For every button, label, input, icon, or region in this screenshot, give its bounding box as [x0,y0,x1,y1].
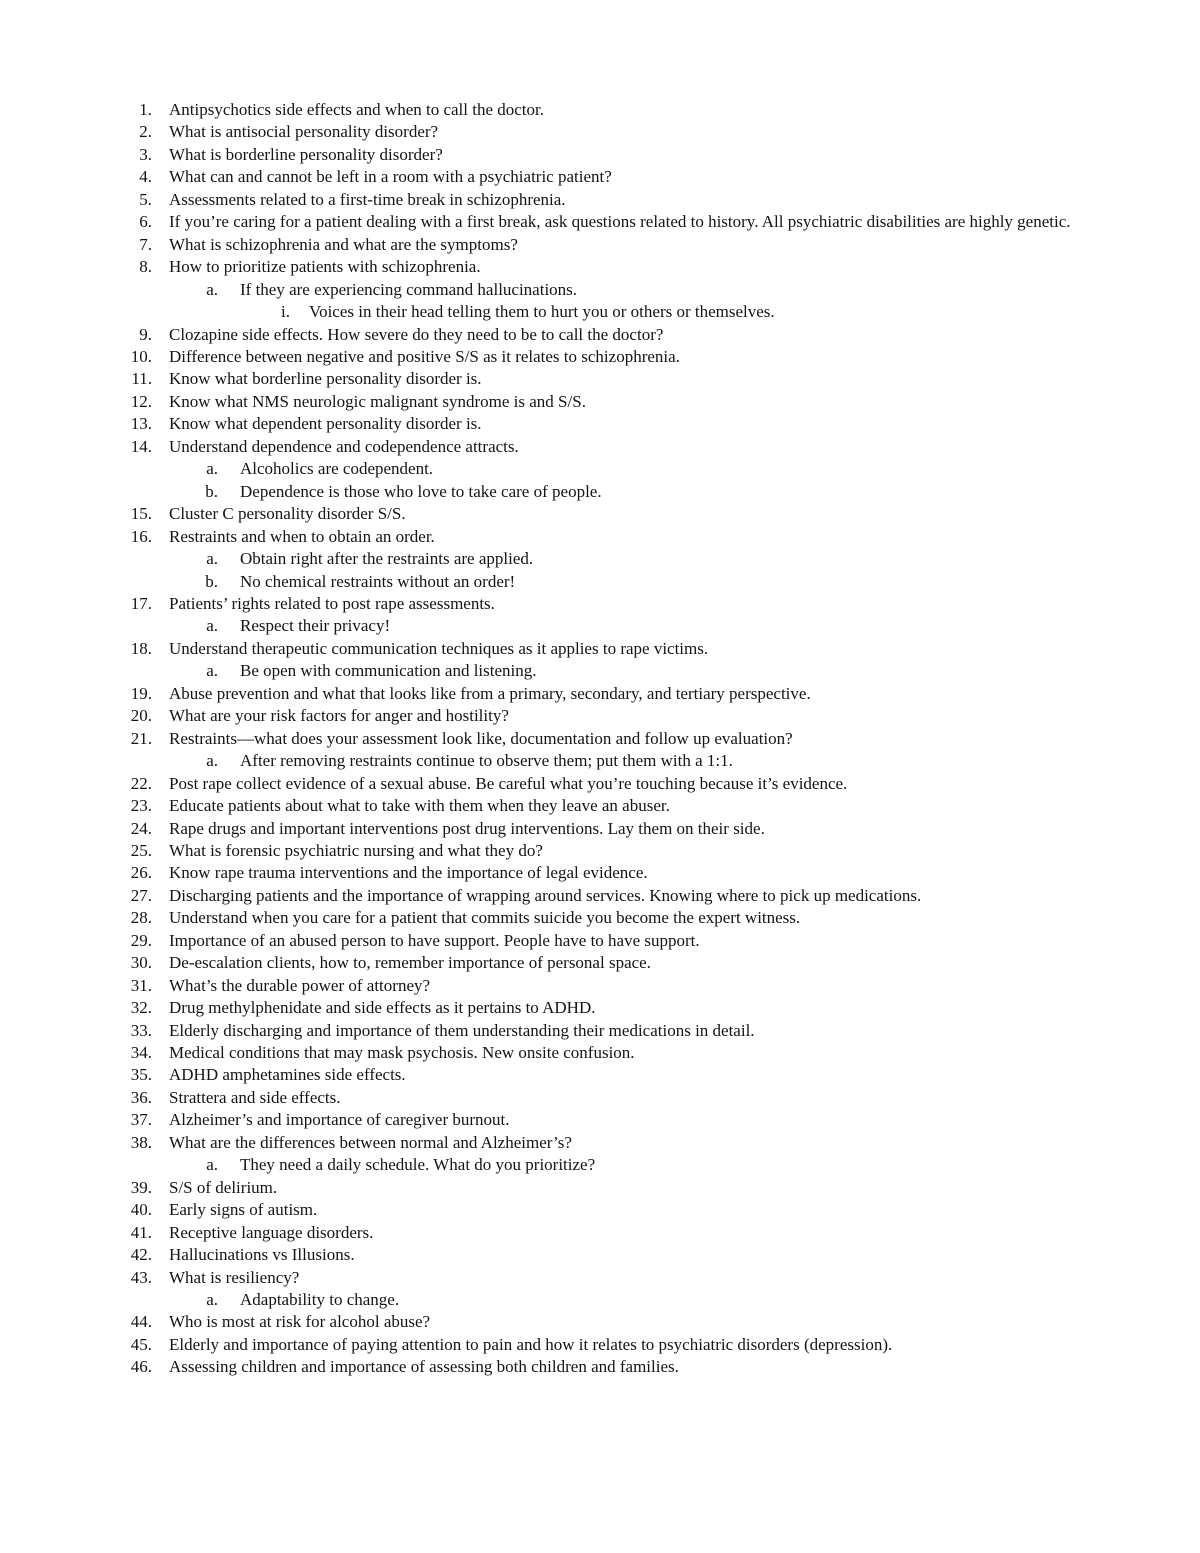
list-item [0,1109,1200,1131]
list-item [0,1199,1200,1221]
list-item-text: Strattera and side effects. [169,1087,341,1107]
list-marker: 17. [130,593,152,613]
list-item [0,234,1200,256]
list-item [0,818,1200,840]
list-marker: 27. [130,885,152,905]
list-item [0,211,1200,233]
list-item-text: What are your risk factors for anger and hostility? [169,706,509,726]
list-marker: 38. [130,1132,152,1152]
list-marker: 45. [130,1334,152,1354]
list-item [0,1244,1200,1266]
list-marker: 24. [130,818,152,838]
list-item [0,593,1200,615]
list-item [0,683,1200,705]
list-item-text: What is resiliency? [169,1267,300,1287]
list-item-text: Cluster C personality disorder S/S. [169,504,406,524]
list-marker: 43. [130,1267,152,1287]
list-item-text: What is forensic psychiatric nursing and what they do? [169,840,543,860]
list-item-text: Understand therapeutic communication techniques as it applies to rape victims. [169,638,709,658]
list-marker: 46. [130,1357,152,1377]
list-item [0,1356,1200,1378]
list-item-text: Abuse prevention and what that looks like from a primary, secondary, and tertiary perspective. [169,683,811,703]
list-item [0,975,1200,997]
list-item-text: What is schizophrenia and what are the symptoms? [169,234,518,254]
list-item-text: Medical conditions that may mask psychosis. New onsite confusion. [169,1043,635,1063]
list-marker: 32. [130,998,152,1018]
list-item-text: Know rape trauma interventions and the importance of legal evidence. [169,863,648,883]
list-marker: 34. [130,1043,152,1063]
list-marker: a. [206,661,218,681]
list-item-text: Elderly discharging and importance of them understanding their medications in detail. [169,1020,755,1040]
list-item-text: Know what NMS neurologic malignant syndrome is and S/S. [169,391,586,411]
list-marker: 10. [130,346,152,366]
sub-list-item [0,481,1200,503]
list-marker: 44. [130,1312,152,1332]
list-item-text: Assessing children and importance of assessing both children and families. [169,1357,679,1377]
list-marker: a. [206,1155,218,1175]
list-item [0,503,1200,525]
list-item [0,907,1200,929]
sub-list-item [0,660,1200,682]
list-item [0,773,1200,795]
list-item-text: Alcoholics are codependent. [240,459,434,479]
list-item [0,952,1200,974]
list-item [0,1087,1200,1109]
list-marker: 39. [130,1177,152,1197]
list-marker: a. [206,549,218,569]
list-item [0,413,1200,435]
list-marker: 7. [139,234,152,254]
sub-list-item [0,615,1200,637]
list-item [0,189,1200,211]
list-item [0,256,1200,278]
list-item-text: They need a daily schedule. What do you prioritize? [240,1155,596,1175]
list-marker: 33. [130,1020,152,1040]
list-marker: i. [281,302,290,322]
list-marker: b. [205,571,218,591]
list-item [0,795,1200,817]
list-item [0,1042,1200,1064]
list-item-text: Patients’ rights related to post rape assessments. [169,593,495,613]
list-item [0,144,1200,166]
list-item [0,862,1200,884]
list-marker: 12. [130,391,152,411]
list-item-text: Elderly and importance of paying attention to pain and how it relates to psychiatric disorders (depression). [169,1334,893,1354]
sub-list-item [0,750,1200,772]
list-item [0,368,1200,390]
list-marker: a. [206,279,218,299]
list-item-text: If you’re caring for a patient dealing with a first break, ask questions related to history. All psychiatric disabilities are highly genetic. [169,212,1071,232]
list-marker: 28. [130,908,152,928]
sub-list-item [0,571,1200,593]
list-marker: 14. [130,436,152,456]
list-item-text: What are the differences between normal and Alzheimer’s? [169,1132,572,1152]
list-item-text: Early signs of autism. [169,1200,318,1220]
numbered-list [0,99,1200,1379]
list-marker: a. [206,459,218,479]
list-item [0,638,1200,660]
list-marker: 30. [130,953,152,973]
list-item-text: Educate patients about what to take with them when they leave an abuser. [169,796,670,816]
list-item [0,997,1200,1019]
list-marker: 9. [139,324,152,344]
list-item-text: Who is most at risk for alcohol abuse? [169,1312,431,1332]
list-item [0,391,1200,413]
list-item-text: Adaptability to change. [240,1290,400,1310]
list-item [0,840,1200,862]
list-item-text: Assessments related to a first-time break in schizophrenia. [169,189,566,209]
list-item-text: What is borderline personality disorder? [169,144,443,164]
list-marker: 40. [130,1200,152,1220]
list-item [0,1177,1200,1199]
list-marker: 19. [130,683,152,703]
list-item-text: What can and cannot be left in a room with a psychiatric patient? [169,167,612,187]
list-item-text: What is antisocial personality disorder? [169,122,439,142]
list-item-text: Dependence is those who love to take care of people. [240,481,602,501]
list-item-text: Understand when you care for a patient that commits suicide you become the expert witness. [169,908,801,928]
list-item [0,1311,1200,1333]
list-item-text: Understand dependence and codependence attracts. [169,436,519,456]
list-marker: 23. [130,796,152,816]
list-marker: 36. [130,1087,152,1107]
list-marker: 6. [139,212,152,232]
list-item-text: Rape drugs and important interventions post drug interventions. Lay them on their side. [169,818,765,838]
list-marker: 3. [139,144,152,164]
list-item-text: Clozapine side effects. How severe do they need to be to call the doctor? [169,324,664,344]
list-marker: 31. [130,975,152,995]
list-item-text: De-escalation clients, how to, remember importance of personal space. [169,953,651,973]
list-marker: 29. [130,930,152,950]
list-marker: a. [206,751,218,771]
list-item-text: How to prioritize patients with schizophrenia. [169,257,481,277]
list-marker: 5. [139,189,152,209]
list-item [0,1334,1200,1356]
list-marker: 20. [130,706,152,726]
list-item-text: Hallucinations vs Illusions. [169,1245,355,1265]
list-item [0,121,1200,143]
list-marker: 15. [130,504,152,524]
list-marker: 2. [139,122,152,142]
list-item-text: Be open with communication and listening. [240,661,537,681]
list-marker: a. [206,616,218,636]
sub-list-item [0,279,1200,301]
list-item-text: Restraints—what does your assessment look like, documentation and follow up evaluation? [169,728,793,748]
list-item [0,885,1200,907]
list-item [0,166,1200,188]
list-item [0,1020,1200,1042]
list-marker: 16. [130,526,152,546]
list-marker: 42. [130,1245,152,1265]
list-item [0,346,1200,368]
list-item-text: After removing restraints continue to observe them; put them with a 1:1. [240,751,733,771]
list-marker: 4. [139,167,152,187]
list-item-text: Know what dependent personality disorder is. [169,414,482,434]
list-item-text: Know what borderline personality disorder is. [169,369,482,389]
list-item-text: Discharging patients and the importance of wrapping around services. Knowing where to pick up medications. [169,885,922,905]
list-item [0,436,1200,458]
list-item-text: Alzheimer’s and importance of caregiver burnout. [169,1110,510,1130]
list-item-text: Voices in their head telling them to hurt you or others or themselves. [309,302,775,322]
list-item-text: Importance of an abused person to have support. People have to have support. [169,930,700,950]
list-item-text: Drug methylphenidate and side effects as it pertains to ADHD. [169,998,596,1018]
list-item [0,526,1200,548]
list-marker: 26. [130,863,152,883]
list-marker: 11. [131,369,152,389]
list-item [0,99,1200,121]
list-marker: 13. [130,414,152,434]
list-item-text: No chemical restraints without an order! [240,571,516,591]
list-item-text: ADHD amphetamines side effects. [169,1065,406,1085]
list-marker: 8. [139,257,152,277]
list-item [0,705,1200,727]
sub-sub-list-item [0,301,1200,323]
list-item [0,1064,1200,1086]
list-item-text: Obtain right after the restraints are applied. [240,549,534,569]
list-marker: 21. [130,728,152,748]
list-marker: 35. [130,1065,152,1085]
list-item [0,930,1200,952]
sub-list-item [0,1289,1200,1311]
list-item-text: If they are experiencing command hallucinations. [240,279,578,299]
sub-list-item [0,1154,1200,1176]
list-item [0,324,1200,346]
list-marker: b. [205,481,218,501]
list-item [0,728,1200,750]
list-item-text: What’s the durable power of attorney? [169,975,431,995]
list-item [0,1267,1200,1289]
list-marker: 1. [139,100,152,119]
list-item [0,1132,1200,1154]
list-item-text: Antipsychotics side effects and when to call the doctor. [169,100,545,119]
list-item-text: Restraints and when to obtain an order. [169,526,435,546]
list-marker: 37. [130,1110,152,1130]
sub-list-item [0,458,1200,480]
list-item-text: Respect their privacy! [240,616,391,636]
list-item-text: S/S of delirium. [169,1177,278,1197]
list-marker: 25. [130,840,152,860]
sub-list-item [0,548,1200,570]
list-marker: 18. [130,638,152,658]
list-item-text: Difference between negative and positive S/S as it relates to schizophrenia. [169,346,680,366]
list-item-text: Receptive language disorders. [169,1222,374,1242]
list-marker: a. [206,1290,218,1310]
list-item [0,1222,1200,1244]
list-item-text: Post rape collect evidence of a sexual abuse. Be careful what you’re touching because it’s evidence. [169,773,848,793]
list-marker: 41. [130,1222,152,1242]
list-marker: 22. [130,773,152,793]
